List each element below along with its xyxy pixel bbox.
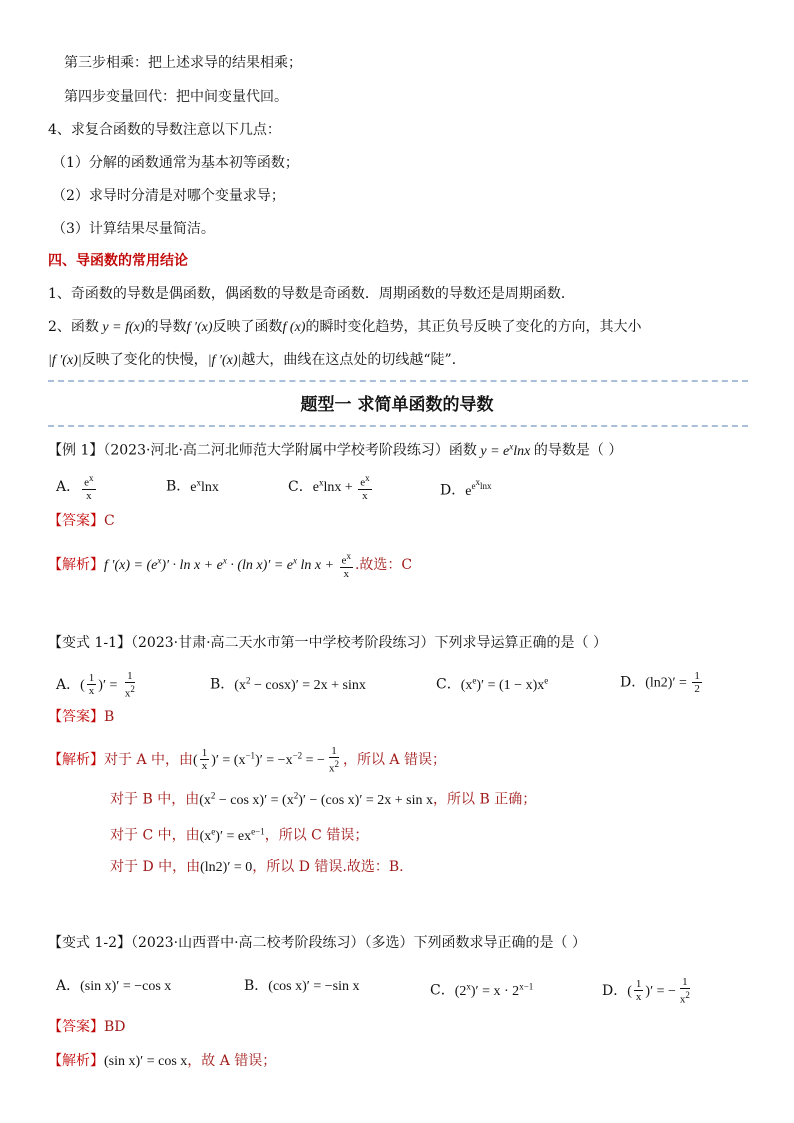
note4-item-1: （1）分解的函数通常为基本初等函数； [52, 155, 299, 171]
section4-p2-line1: 2、函数 y = f(x)的导数f ′(x)反映了函数f (x)的瞬时变化趋势，其正负号反映了变化的方向，其大小 [48, 319, 642, 335]
variant12-analysis: 【解析】(sin x)′ = cos x，故 A 错误； [48, 1053, 277, 1069]
example1-question: 【例 1】（2023·河北·高二河北师范大学附属中学校考阶段练习）函数 $y = e^x\ln x$ 的导数是（ ） [48, 441, 623, 459]
variant12-option-d: D．( $\frac{1}{x}$ )′ = − $\frac{1}{x^2}$ [602, 976, 690, 1006]
example1-option-d: D．$e^{e^xlnx}$ [440, 477, 492, 499]
variant12-question: 【变式 1-2】（2023·山西晋中·高二校考阶段练习）（多选）下列函数求导正确的是（ ） [48, 935, 586, 951]
variant11-analysis-a: 【解析】对于 A 中，由( $\frac{1}{x}$ )′ = $(x^{-1})' = -x^{-2}$ = − $\frac{1}{x^2}$ ，所以 A 错误； [48, 745, 446, 775]
example1-option-a: A． $\frac{e^x}{x}$ [56, 473, 94, 502]
variant11-analysis-c: 对于 C 中，由$(x^e)' = ex^{e-1}$，所以 C 错误； [110, 826, 369, 844]
divider-top [48, 380, 748, 382]
step4-text: 第四步变量回代：把中间变量代回。 [64, 89, 288, 105]
variant12-option-b: B．(cos x)′ = −sin x [244, 978, 360, 994]
variant12-option-c: C．$(2^x)' = x \cdot 2^{x-1}$ [430, 981, 534, 999]
example1-answer: 【答案】C [48, 513, 115, 529]
note4-item-3: （3）计算结果尽量简洁。 [52, 221, 215, 237]
example1-analysis: 【解析】f $'(x) = (e^x)' \cdot \ln x + e^x \cdot (\ln$ $x)' = e^x$ ln x + $\frac{e^x}{x}$ .故选：C [48, 551, 413, 580]
section4-p2-line2: |f ′(x)|反映了变化的快慢，|f ′(x)|越大，曲线在这点处的切线越“陡”． [48, 352, 466, 368]
variant11-analysis-d: 对于 D 中，由(ln2)′ = 0，所以 D 错误.故选：B. [110, 859, 404, 875]
variant11-option-b: B．$(x^2 - \cos x)' = 2x + \sin x$ [210, 675, 366, 693]
variant11-option-c: C．$(x^e)' = (1 - x)x^e$ [436, 675, 549, 693]
variant11-analysis-b: 对于 B 中，由$(x^2 - \cos x)' = (x^2)' - (\cos$ x)′ = 2x + sin x，所以 B 正确； [110, 790, 537, 808]
section4-p1: 1、奇函数的导数是偶函数，偶函数的导数是奇函数．周期函数的导数还是周期函数． [48, 286, 575, 302]
variant11-option-a: A．( $\frac{1}{x}$ )′ = $\frac{1}{x^2}$ [56, 670, 135, 700]
step3-text: 第三步相乘：把上述求导的结果相乘； [64, 55, 302, 71]
example1-option-c: C．$e^x\ln x$ + $\frac{e^x}{x}$ [288, 473, 370, 502]
variant11-option-d: D．(ln2)′ = $\frac{1}{2}$ [620, 670, 700, 695]
variant12-answer: 【答案】BD [48, 1019, 126, 1035]
variant12-option-a: A．(sin x)′ = −cos x [56, 978, 172, 994]
variant11-question: 【变式 1-1】（2023·甘肃·高二天水市第一中学校考阶段练习）下列求导运算正确的是（ ） [48, 635, 607, 651]
example1-option-b: B．$e^x\ln x$ [166, 477, 219, 495]
note4-title: 4、求复合函数的导数注意以下几点： [48, 122, 281, 138]
variant11-answer: 【答案】B [48, 709, 115, 725]
divider-bottom [48, 425, 748, 427]
type-title: 题型一 求简单函数的导数 [300, 395, 494, 415]
note4-item-2: （2）求导时分清是对哪个变量求导； [52, 188, 285, 204]
section4-heading: 四、导函数的常用结论 [48, 253, 188, 269]
